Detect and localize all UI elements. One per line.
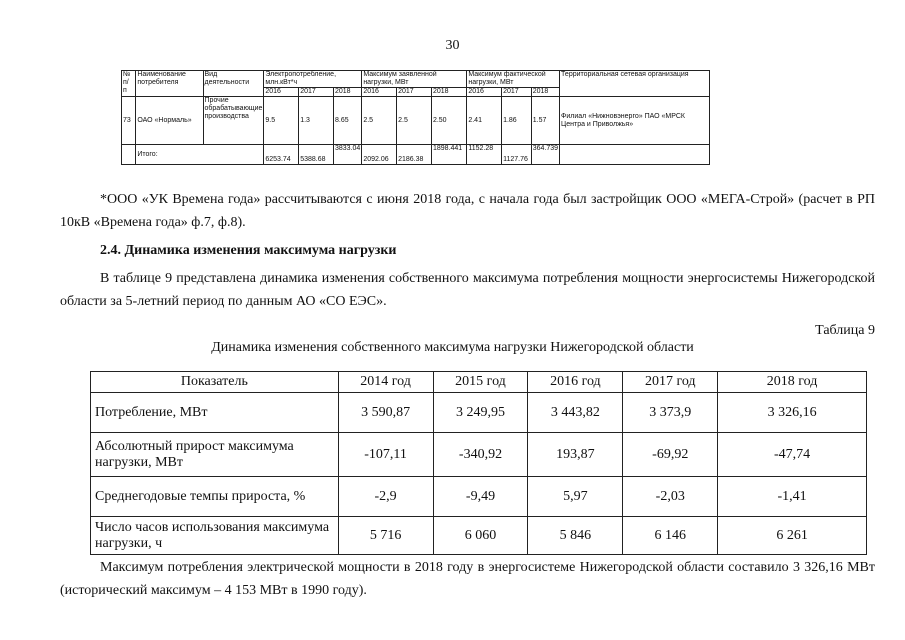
- value-cell: -47,74: [718, 433, 867, 477]
- header-cell: 2014 год: [338, 372, 433, 393]
- empty-cell: [122, 145, 136, 165]
- col-declared-header: Максимум заявленной нагрузки, МВт: [362, 71, 467, 88]
- value-cell: 5 846: [528, 517, 623, 555]
- value-cell: 5,97: [528, 477, 623, 517]
- col-org-header: Территориальная сетевая организация: [560, 71, 710, 97]
- value-cell: 2.5: [397, 97, 432, 145]
- footnote-paragraph: *ООО «УК Времена года» рассчитываются с июня 2018 года, с начала года был застройщик ООО «МЕГА-Строй» (расчет в РП 10кВ «Времена года» ф.7, ф.8).: [60, 192, 875, 230]
- row-label: Абсолютный прирост максимума нагрузки, МВт: [91, 433, 339, 477]
- value-cell: 3 590,87: [338, 393, 433, 433]
- total-value: 2092.06: [362, 145, 397, 165]
- year-cell: 2016: [362, 88, 397, 97]
- conclusion-paragraph: Максимум потребления электрической мощности в 2018 году в энергосистеме Нижегородской области составило 3 326,16 МВт (исторический максимум – 4 153 МВт в 1990 году).: [60, 560, 875, 598]
- table-header-row: [122, 71, 710, 88]
- empty-cell: [560, 145, 710, 165]
- year-cell: 2018: [431, 88, 466, 97]
- row-label: Потребление, МВт: [91, 393, 339, 433]
- table-header-row: [91, 372, 867, 393]
- value-cell: 3 326,16: [718, 393, 867, 433]
- value-cell: 3 443,82: [528, 393, 623, 433]
- value-cell: -2,9: [338, 477, 433, 517]
- consumer-table-fragment: [121, 70, 710, 165]
- value-cell: 3 249,95: [433, 393, 528, 433]
- value-cell: -2,03: [623, 477, 718, 517]
- col-name-header: Наименование потребителя: [136, 71, 203, 97]
- table-label: Таблица 9: [815, 323, 875, 338]
- value-cell: 9.5: [264, 97, 299, 145]
- value-cell: 2.5: [362, 97, 397, 145]
- table-row: [91, 477, 867, 517]
- year-cell: 2017: [299, 88, 334, 97]
- total-value: 1898.441: [431, 145, 466, 165]
- value-cell: 2.50: [431, 97, 466, 145]
- col-actual-header: Максимум фактической нагрузки, МВт: [467, 71, 560, 88]
- header-cell: 2016 год: [528, 372, 623, 393]
- value-cell: 193,87: [528, 433, 623, 477]
- table-total-row: [122, 145, 710, 165]
- page-number: 30: [445, 38, 460, 53]
- year-cell: 2017: [502, 88, 532, 97]
- total-value: 1127.76: [502, 145, 532, 165]
- value-cell: 6 060: [433, 517, 528, 555]
- value-cell: -107,11: [338, 433, 433, 477]
- row-num: 73: [122, 97, 136, 145]
- year-cell: 2016: [467, 88, 502, 97]
- row-name: ОАО «Нормаль»: [136, 97, 203, 145]
- row-activity: Прочие обрабатывающие производства: [203, 97, 264, 145]
- value-cell: 5 716: [338, 517, 433, 555]
- load-dynamics-table: [90, 371, 867, 555]
- header-cell: 2017 год: [623, 372, 718, 393]
- total-value: 6253.74: [264, 145, 299, 165]
- total-value: 5388.68: [299, 145, 334, 165]
- row-org: Филиал «Нижновэнерго» ПАО «МРСК Центра и Приволжья»: [560, 97, 710, 145]
- header-cell: 2018 год: [718, 372, 867, 393]
- value-cell: 3 373,9: [623, 393, 718, 433]
- col-num-header: № п/ п: [122, 71, 136, 97]
- table-title: Динамика изменения собственного максимума нагрузки Нижегородской области: [211, 340, 694, 355]
- year-cell: 2016: [264, 88, 299, 97]
- year-cell: 2017: [397, 88, 432, 97]
- value-cell: 6 261: [718, 517, 867, 555]
- value-cell: 6 146: [623, 517, 718, 555]
- value-cell: 2.41: [467, 97, 502, 145]
- total-value: 364.739: [531, 145, 559, 165]
- value-cell: -9,49: [433, 477, 528, 517]
- total-label: Итого:: [136, 145, 264, 165]
- value-cell: -340,92: [433, 433, 528, 477]
- value-cell: -69,92: [623, 433, 718, 477]
- col-activity-header: Вид деятельности: [203, 71, 264, 97]
- row-label: Число часов использования максимума нагрузки, ч: [91, 517, 339, 555]
- table-row: [91, 517, 867, 555]
- value-cell: -1,41: [718, 477, 867, 517]
- value-cell: 1.3: [299, 97, 334, 145]
- year-cell: 2018: [334, 88, 362, 97]
- value-cell: 8.65: [334, 97, 362, 145]
- col-energy-header: Электропотребление, млн.кВт*ч: [264, 71, 362, 88]
- intro-paragraph: В таблице 9 представлена динамика изменения собственного максимума потребления мощности энергосистемы Нижегородской области за 5-летний период по данным АО «СО ЕЭС».: [60, 271, 875, 309]
- header-cell: 2015 год: [433, 372, 528, 393]
- total-value: 2186.38: [397, 145, 432, 165]
- table-row: [91, 433, 867, 477]
- total-value: 3833.04: [334, 145, 362, 165]
- section-heading: 2.4. Динамика изменения максимума нагрузки: [100, 243, 397, 258]
- table-row: [122, 97, 710, 145]
- header-cell: Показатель: [91, 372, 339, 393]
- year-cell: 2018: [531, 88, 559, 97]
- row-label: Среднегодовые темпы прироста, %: [91, 477, 339, 517]
- value-cell: 1.57: [531, 97, 559, 145]
- total-value: 1152.28: [467, 145, 502, 165]
- value-cell: 1.86: [502, 97, 532, 145]
- table-row: [91, 393, 867, 433]
